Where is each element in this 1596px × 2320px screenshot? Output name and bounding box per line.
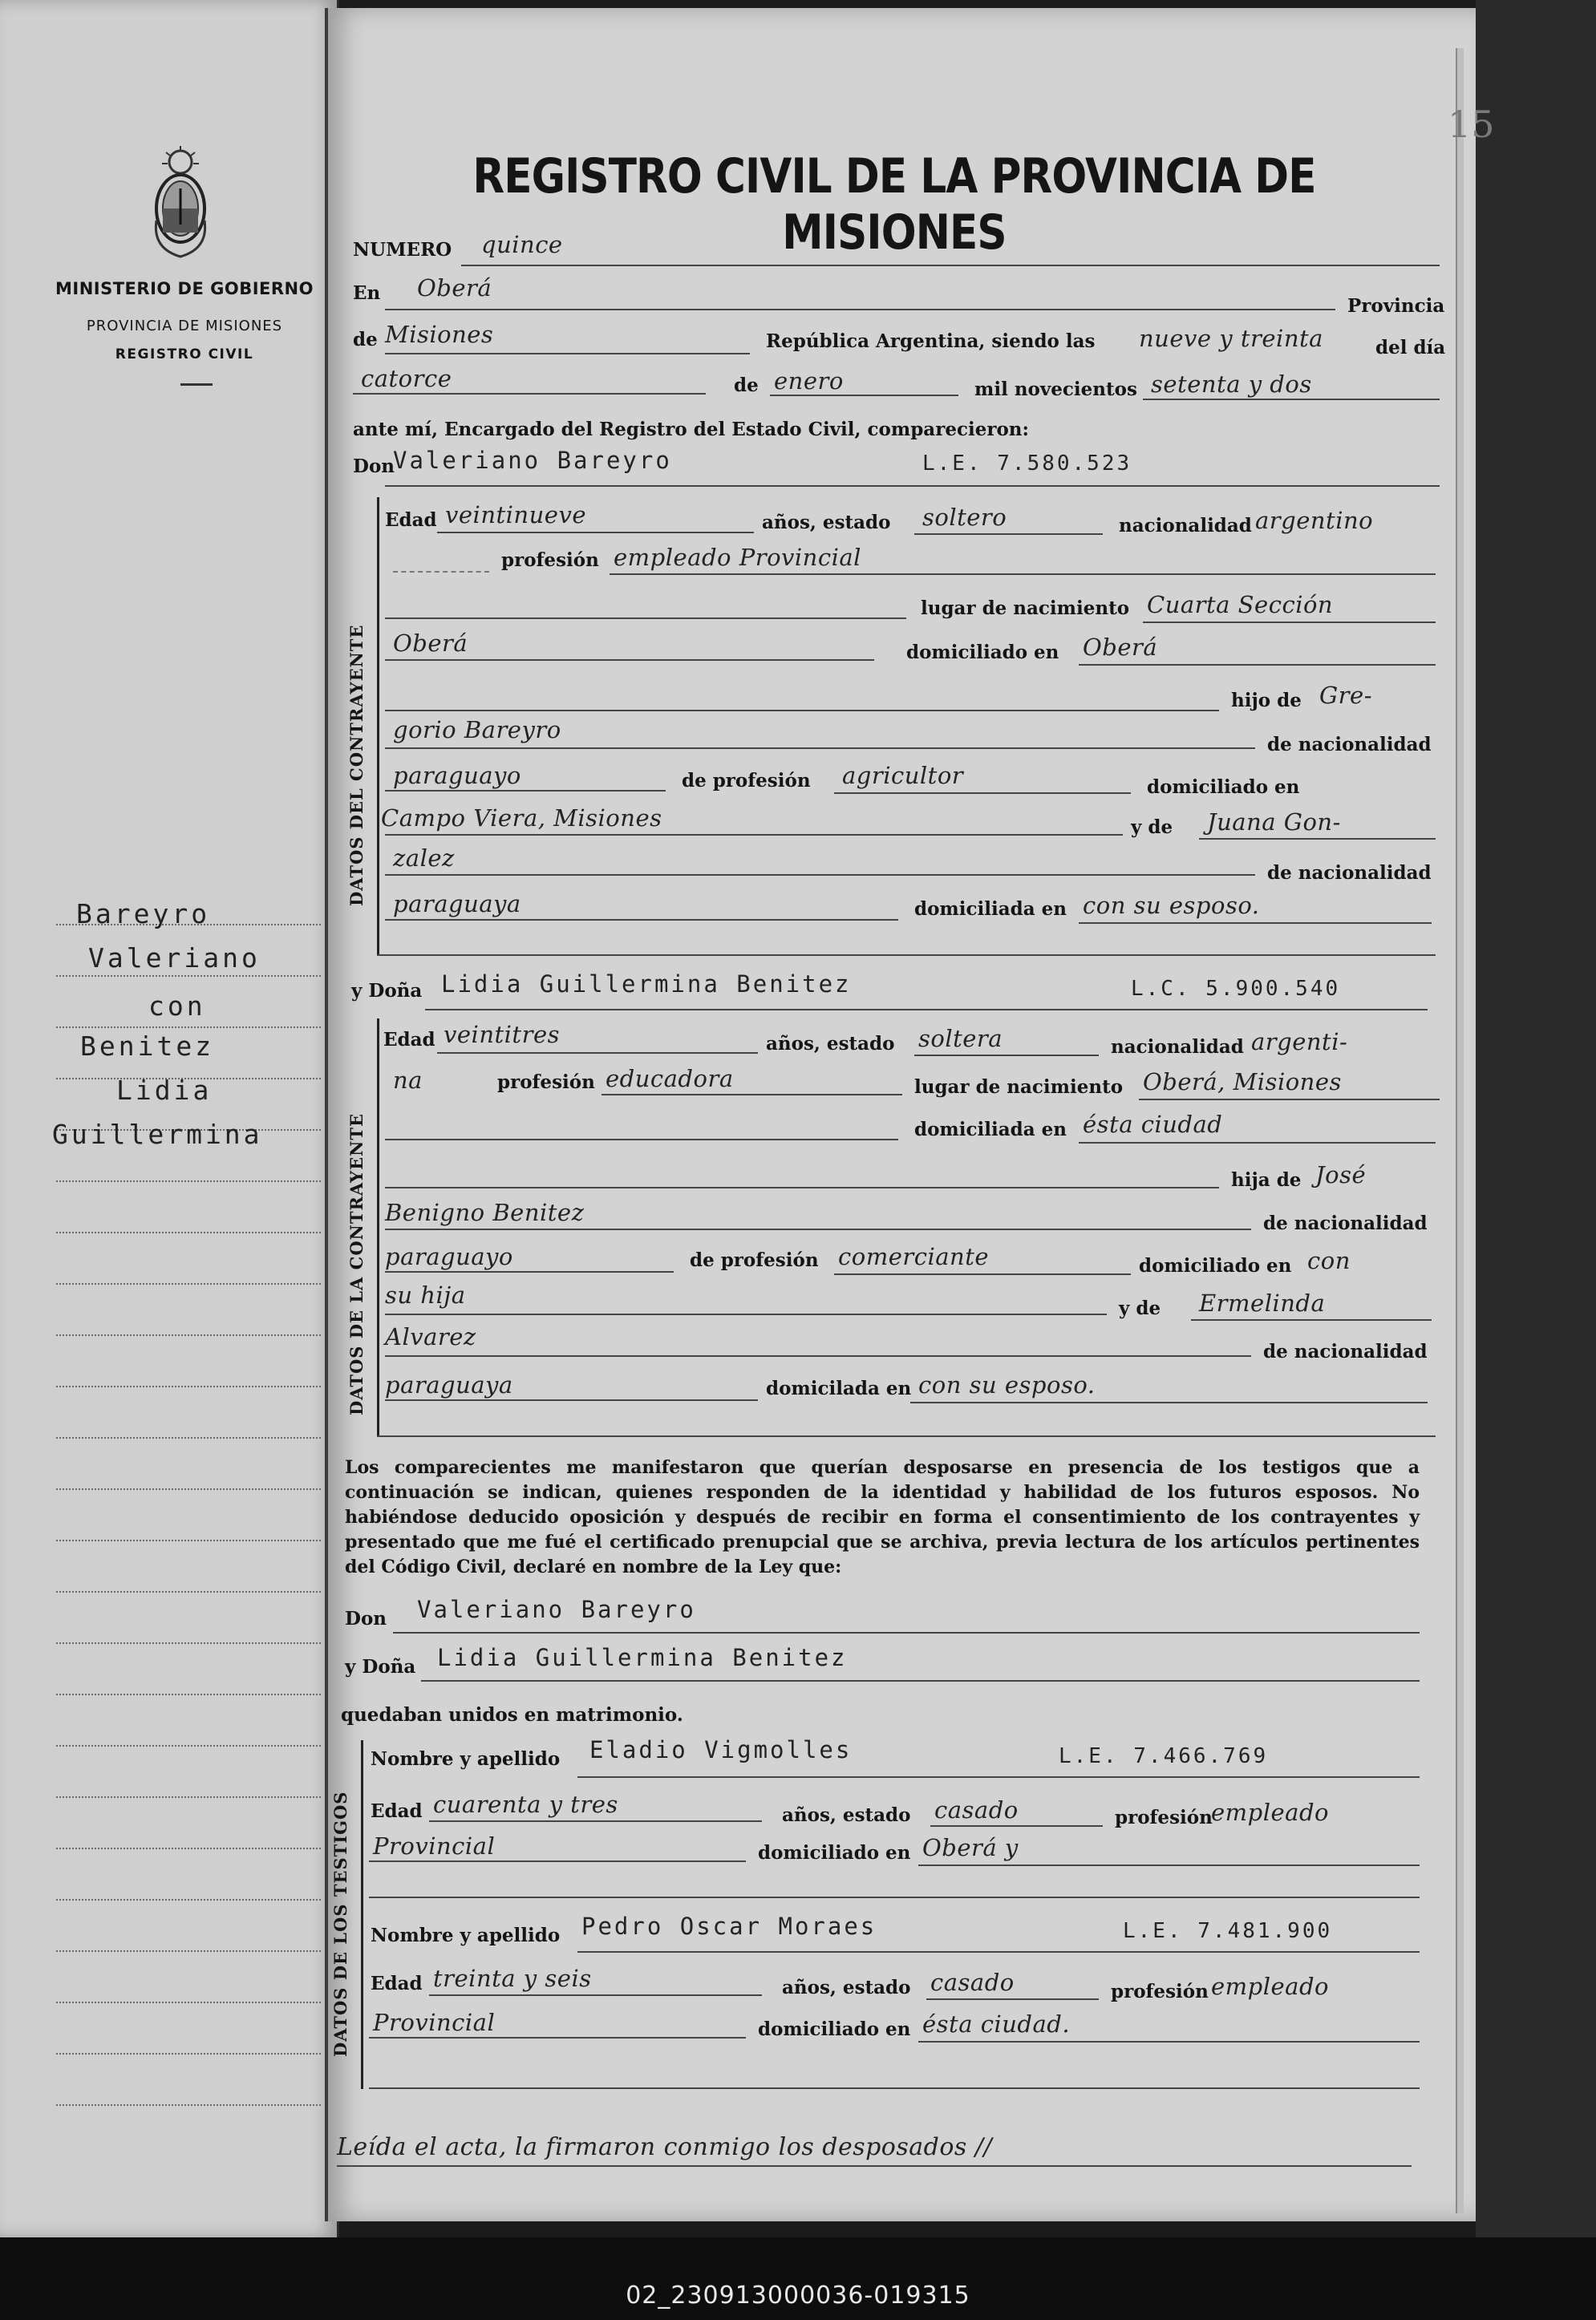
groom-age: veintinueve (445, 501, 586, 528)
del-dia-label: del día (1375, 337, 1446, 358)
bride-birthplace: Oberá, Misiones (1143, 1068, 1342, 1095)
field-line (393, 571, 489, 573)
nombre-apellido-label: Nombre y apellido (371, 1748, 561, 1770)
bride-age: veintitres (444, 1021, 560, 1048)
numero-value: quince (481, 231, 563, 258)
field-line (385, 1271, 674, 1273)
y-de-label: y de (1119, 1298, 1161, 1319)
field-line (1079, 664, 1436, 666)
dona-label: y Doña (351, 980, 423, 1002)
field-line (577, 1776, 1420, 1778)
profesion-label: profesión (501, 549, 599, 571)
de-nacionalidad-label: de nacionalidad (1263, 1213, 1428, 1234)
groom-name-declared: Valeriano Bareyro (417, 1596, 696, 1623)
field-line (385, 874, 1255, 876)
section-bottom (377, 1435, 1436, 1437)
bride-father-nationality: paraguayo (385, 1243, 513, 1270)
field-line (369, 2037, 746, 2039)
province-value: Misiones (385, 321, 494, 348)
section-bottom (377, 954, 1436, 956)
groom-section-label: DATOS DEL CONTRAYENTE (346, 624, 367, 906)
city-value: Oberá (417, 274, 492, 302)
field-line (385, 747, 1255, 749)
domiciliado-en-label: domiciliado en (758, 1842, 911, 1864)
folio-number: 15 (1448, 103, 1495, 146)
bride-father-domicile: con (1307, 1247, 1351, 1274)
edad-label: Edad (385, 509, 437, 531)
field-line (393, 1632, 1420, 1634)
bride-document: L.C. 5.900.540 (1131, 977, 1341, 1001)
bride-mother: Ermelinda (1199, 1290, 1326, 1317)
de-label: de (353, 329, 378, 350)
groom-birthplace-cont: Oberá (393, 630, 468, 657)
field-line (385, 659, 874, 661)
declaration-paragraph: Los comparecientes me manifestaron que querían desposarse en presencia de los testigos que a continuación se indican, quienes responden de la identidad y habilidad de los futuros esposos. No habiéndose deducido oposición y después de recibir en forma el consentimiento de los contrayentes y presentado que me fué el certificado prenupcial que se archiva, previa lectura de los artículos pertinentes del Código Civil, declaré en nombre de la Ley que: (345, 1457, 1420, 1577)
bride-name: Lidia Guillermina Benitez (441, 970, 852, 998)
field-line (914, 1055, 1099, 1056)
field-line (385, 710, 1219, 711)
field-line (918, 1865, 1420, 1866)
section-bracket (377, 1018, 379, 1435)
bride-nationality: argenti- (1251, 1028, 1348, 1055)
field-line (770, 395, 958, 396)
witness1-profession: empleado (1211, 1799, 1329, 1826)
anos-estado-label: años, estado (766, 1033, 895, 1055)
groom-mother-domicile: con su esposo. (1083, 892, 1260, 919)
anio-value: setenta y dos (1151, 370, 1312, 398)
edad-label: Edad (371, 1973, 423, 1994)
edad-label: Edad (383, 1029, 435, 1051)
field-line (429, 1994, 762, 1996)
field-line (385, 834, 1123, 836)
field-line (461, 265, 1440, 266)
margin-note-line: Bareyro (76, 898, 211, 929)
hora-value: nueve y treinta (1139, 325, 1323, 352)
field-line (429, 1820, 762, 1822)
ministry-name: MINISTERIO DE GOBIERNO (55, 279, 314, 298)
bride-father-domicile-cont: su hija (385, 1281, 466, 1309)
field-line (337, 2165, 1412, 2167)
bride-mother-cont: Alvarez (385, 1323, 476, 1350)
field-line (385, 919, 898, 921)
divider (180, 383, 213, 386)
field-line (421, 1680, 1420, 1682)
field-line (385, 309, 1335, 310)
domiciliada-en-label: domiciliada en (914, 1119, 1067, 1140)
field-line (437, 1052, 758, 1054)
de-mes-label: de (734, 375, 759, 396)
field-line (1079, 1142, 1436, 1144)
coat-of-arms-icon (152, 144, 209, 265)
mes-value: enero (774, 367, 844, 395)
domiciliado-en-label: domiciliado en (906, 642, 1059, 663)
field-line (1143, 622, 1436, 623)
witness2-age: treinta y seis (433, 1965, 592, 1992)
witness1-name: Eladio Vigmolles (589, 1736, 853, 1763)
field-line (385, 1187, 1219, 1188)
field-line (369, 1897, 1420, 1898)
field-line (437, 532, 754, 533)
y-de-label: y de (1131, 816, 1173, 838)
groom-name: Valeriano Bareyro (393, 447, 672, 474)
groom-domicile: Oberá (1083, 634, 1158, 661)
field-line (834, 792, 1131, 794)
bride-status: soltera (918, 1025, 1003, 1052)
lugar-nacimiento-label: lugar de nacimiento (914, 1076, 1124, 1098)
field-line (918, 2041, 1420, 2043)
closing-statement: Leída el acta, la firmaron conmigo los desposados // (337, 2133, 993, 2161)
domiciliado-en-label: domiciliado en (1147, 776, 1300, 798)
field-line (425, 1009, 1428, 1010)
groom-birthplace: Cuarta Sección (1147, 591, 1334, 618)
ante-mi-text: ante mí, Encargado del Registro del Estado Civil, comparecieron: (353, 419, 1029, 440)
mil-novecientos-label: mil novecientos (974, 379, 1137, 400)
field-line (1191, 1319, 1432, 1321)
witness1-status: casado (934, 1796, 1019, 1824)
field-line (385, 1229, 1251, 1230)
field-line (385, 1314, 1107, 1315)
witness1-document: L.E. 7.466.769 (1059, 1744, 1269, 1768)
domiciliado-en-label: domiciliado en (1139, 1255, 1292, 1277)
witness2-domicile: ésta ciudad. (922, 2010, 1071, 2038)
field-line (1143, 399, 1440, 400)
scan-filename: 02_230913000036-019315 (626, 2282, 970, 2310)
dia-value: catorce (361, 365, 452, 392)
nacionalidad-label: nacionalidad (1111, 1036, 1244, 1058)
groom-status: soltero (922, 504, 1007, 531)
groom-father-profession: agricultor (842, 762, 964, 789)
margin-note-line: Guillermina (52, 1119, 263, 1150)
groom-mother-cont: zalez (393, 844, 455, 872)
de-profesion-label: de profesión (690, 1249, 819, 1271)
bride-nationality-cont: na (393, 1067, 423, 1094)
groom-father-domicile: Campo Viera, Misiones (381, 804, 662, 832)
field-line (385, 790, 666, 792)
witness2-profession-cont: Provincial (373, 2009, 496, 2036)
field-line (385, 353, 750, 354)
anos-estado-label: años, estado (782, 1804, 911, 1826)
numero-label: NUMERO (353, 239, 452, 261)
field-line (926, 1998, 1099, 2000)
section-bracket (361, 1740, 363, 2089)
anos-estado-label: años, estado (782, 1977, 911, 1998)
de-profesion-label: de profesión (682, 770, 811, 792)
hija-de-label: hija de (1231, 1169, 1302, 1191)
bride-mother-domicile: con su esposo. (918, 1371, 1096, 1399)
field-line (385, 485, 1440, 487)
witnesses-section-label: DATOS DE LOS TESTIGOS (330, 1791, 350, 2057)
groom-father-nationality: paraguayo (393, 762, 521, 789)
bride-domicile: ésta ciudad (1083, 1111, 1223, 1138)
bride-father-profession: comerciante (838, 1243, 990, 1270)
hijo-de-label: hijo de (1231, 690, 1302, 711)
provincia-label: Provincia (1347, 295, 1445, 317)
domiciliada-en-label: domiciliada en (914, 898, 1067, 920)
margin-note-line: Valeriano (88, 942, 261, 974)
de-nacionalidad-label: de nacionalidad (1267, 734, 1432, 755)
groom-document: L.E. 7.580.523 (922, 451, 1132, 476)
bride-profession: educadora (606, 1065, 734, 1092)
profesion-label: profesión (1115, 1807, 1213, 1828)
groom-father: Gre- (1319, 682, 1372, 709)
anos-estado-label: años, estado (762, 512, 891, 533)
field-line (385, 1139, 898, 1140)
groom-nationality: argentino (1255, 507, 1374, 534)
document-title: REGISTRO CIVIL DE LA PROVINCIA DE MISIONES (472, 148, 1316, 261)
profesion-label: profesión (497, 1071, 595, 1093)
field-line (577, 1951, 1420, 1953)
bride-mother-nationality: paraguaya (385, 1371, 513, 1399)
section-bracket (377, 497, 379, 954)
witness2-profession: empleado (1211, 1973, 1329, 2000)
witness1-age: cuarenta y tres (433, 1791, 618, 1818)
field-line (1079, 922, 1432, 924)
profesion-label: profesión (1111, 1981, 1209, 2002)
office-name: REGISTRO CIVIL (115, 346, 254, 362)
field-line (385, 1355, 1251, 1357)
field-line (930, 1825, 1103, 1827)
bride-section-label: DATOS DE LA CONTRAYENTE (346, 1112, 367, 1415)
page-edge (1456, 48, 1464, 2213)
field-line (1199, 838, 1436, 840)
margin-note-line: con (148, 990, 206, 1022)
groom-profession: empleado Provincial (614, 544, 861, 571)
field-line (910, 1402, 1428, 1403)
field-line (610, 573, 1436, 575)
witness1-domicile: Oberá y (922, 1834, 1019, 1861)
witness2-status: casado (930, 1969, 1015, 1996)
field-line (1139, 1099, 1440, 1100)
edad-label: Edad (371, 1800, 423, 1822)
bride-father-cont: Benigno Benitez (385, 1199, 585, 1226)
field-line (385, 617, 906, 619)
republica-text: República Argentina, siendo las (766, 330, 1096, 352)
de-nacionalidad-label: de nacionalidad (1263, 1341, 1428, 1362)
en-label: En (353, 282, 381, 304)
witness2-document: L.E. 7.481.900 (1123, 1919, 1333, 1943)
nombre-apellido-label: Nombre y apellido (371, 1925, 561, 1946)
don-label: Don (345, 1608, 387, 1630)
dona-label: y Doña (345, 1656, 416, 1678)
don-label: Don (353, 455, 395, 477)
field-line (385, 1399, 758, 1401)
field-line (369, 1860, 746, 1862)
witness1-profession-cont: Provincial (373, 1832, 496, 1860)
field-line (834, 1273, 1131, 1275)
margin-note-line: Benitez (80, 1030, 215, 1062)
field-line (602, 1094, 902, 1095)
de-nacionalidad-label: de nacionalidad (1267, 862, 1432, 884)
witness2-name: Pedro Oscar Moraes (581, 1913, 877, 1940)
lugar-nacimiento-label: lugar de nacimiento (921, 597, 1130, 619)
province-name: PROVINCIA DE MISIONES (86, 318, 283, 334)
quedaban-text: quedaban unidos en matrimonio. (341, 1704, 683, 1726)
bride-father: José (1315, 1161, 1367, 1188)
margin-note-line: Lidia (116, 1075, 213, 1106)
field-line (914, 533, 1103, 535)
bride-name-declared: Lidia Guillermina Benitez (437, 1644, 848, 1671)
groom-father-cont: gorio Bareyro (393, 716, 561, 743)
field-line (369, 2087, 1420, 2089)
domiciliada-en-label: domicilada en (766, 1378, 912, 1399)
nacionalidad-label: nacionalidad (1119, 515, 1252, 536)
groom-mother: Juana Gon- (1207, 808, 1341, 836)
groom-mother-nationality: paraguaya (393, 890, 521, 917)
page-shadow (1476, 0, 1596, 2237)
field-line (353, 393, 706, 395)
domiciliado-en-label: domiciliado en (758, 2018, 911, 2040)
